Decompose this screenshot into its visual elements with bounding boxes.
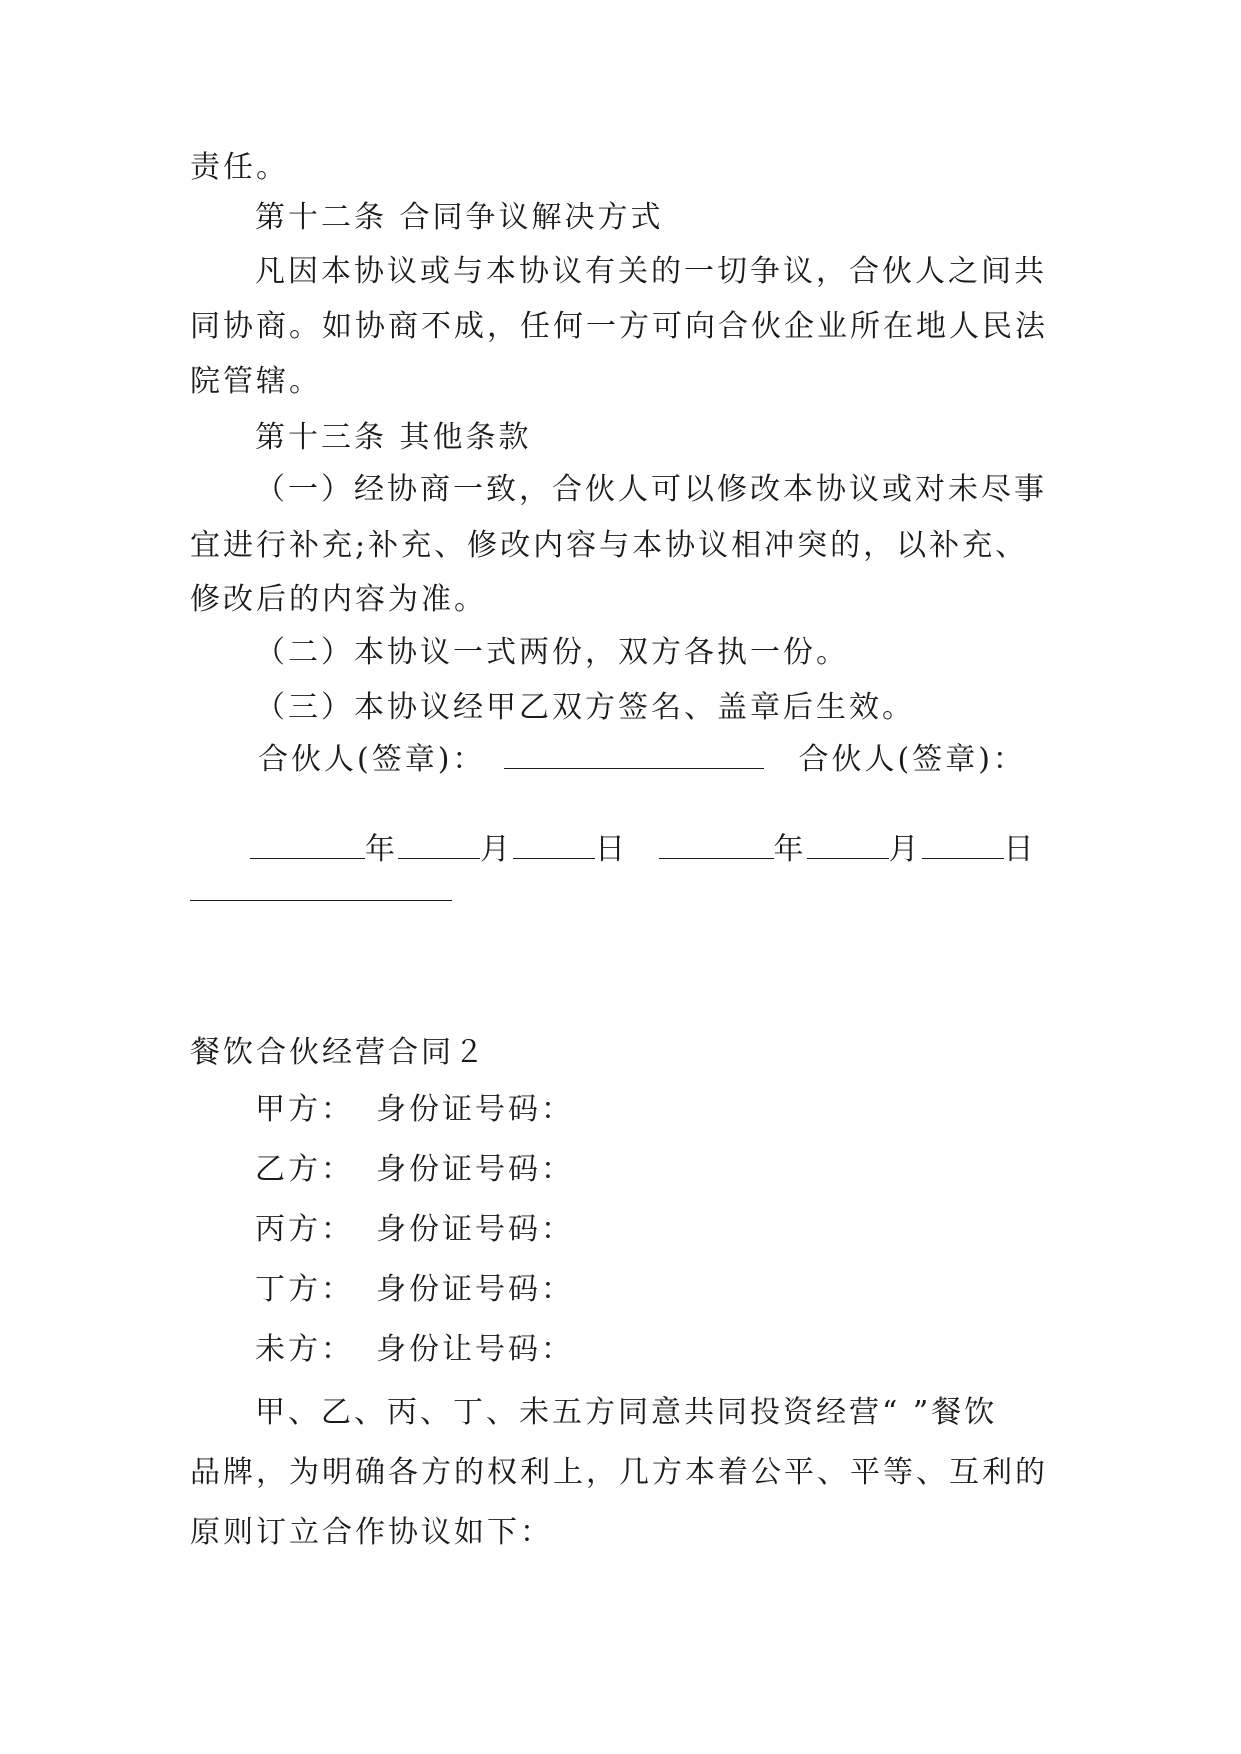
day-label: 日 — [1003, 832, 1037, 867]
party-id-label: 身份证号码： — [376, 1212, 574, 1247]
paragraph-line: 甲、乙、丙、丁、未五方同意共同投资经营“ ”餐饮 — [255, 1395, 998, 1430]
year-blank — [250, 830, 365, 859]
party-name: 丙方： — [255, 1212, 354, 1247]
month-label: 月 — [888, 832, 922, 867]
year-label: 年 — [365, 832, 398, 867]
party-id-label: 身份证号码： — [376, 1092, 574, 1127]
section-title: 餐饮合伙经营合同２ — [190, 1035, 487, 1070]
month-label: 月 — [480, 832, 513, 867]
signature-label-left: 合伙人(签章)： — [258, 742, 486, 777]
party-name: 甲方： — [255, 1092, 354, 1127]
signature-label-right: 合伙人(签章)： — [798, 742, 1026, 777]
day-blank — [513, 830, 595, 859]
party-id-label: 身份证号码： — [376, 1152, 574, 1187]
party-row — [255, 1210, 574, 1250]
paragraph-line: （二）本协议一式两份，双方各执一份。 — [255, 635, 849, 670]
party-name: 丁方： — [255, 1272, 354, 1307]
party-row — [255, 1270, 574, 1310]
paragraph-line: （一）经协商一致，合伙人可以修改本协议或对未尽事 — [255, 472, 1047, 507]
paragraph-line: 宜进行补充;补充、修改内容与本协议相冲突的，以补充、 — [190, 528, 1029, 563]
party-name: 未方： — [255, 1332, 354, 1367]
day-blank — [922, 830, 1004, 859]
article-13-heading: 第十三条 其他条款 — [255, 420, 532, 455]
paragraph-line: 责任。 — [190, 150, 289, 185]
signature-blank-right — [190, 900, 452, 901]
paragraph-line: 品牌，为明确各方的权利上，几方本着公平、平等、互利的 — [190, 1455, 1048, 1490]
day-label: 日 — [595, 832, 628, 867]
paragraph-line: （三）本协议经甲乙双方签名、盖章后生效。 — [255, 690, 915, 725]
party-row — [255, 1330, 574, 1370]
signature-blank-left — [504, 740, 764, 769]
paragraph-line: 同协商。如协商不成，任何一方可向合伙企业所在地人民法 — [190, 309, 1048, 344]
date-row — [250, 830, 1037, 870]
party-row — [255, 1150, 574, 1190]
year-label: 年 — [773, 832, 807, 867]
paragraph-line: 凡因本协议或与本协议有关的一切争议，合伙人之间共 — [255, 254, 1047, 289]
month-blank — [807, 830, 889, 859]
paragraph-line: 院管辖。 — [190, 364, 322, 399]
party-row — [255, 1090, 574, 1130]
party-name: 乙方： — [255, 1152, 354, 1187]
month-blank — [398, 830, 480, 859]
paragraph-line: 原则订立合作协议如下： — [190, 1515, 553, 1550]
article-12-heading: 第十二条 合同争议解决方式 — [255, 200, 664, 235]
signature-row — [258, 740, 1026, 780]
paragraph-line: 修改后的内容为准。 — [190, 582, 487, 617]
party-id-label: 身份让号码： — [376, 1332, 574, 1367]
year-blank — [659, 830, 774, 859]
party-id-label: 身份证号码： — [376, 1272, 574, 1307]
